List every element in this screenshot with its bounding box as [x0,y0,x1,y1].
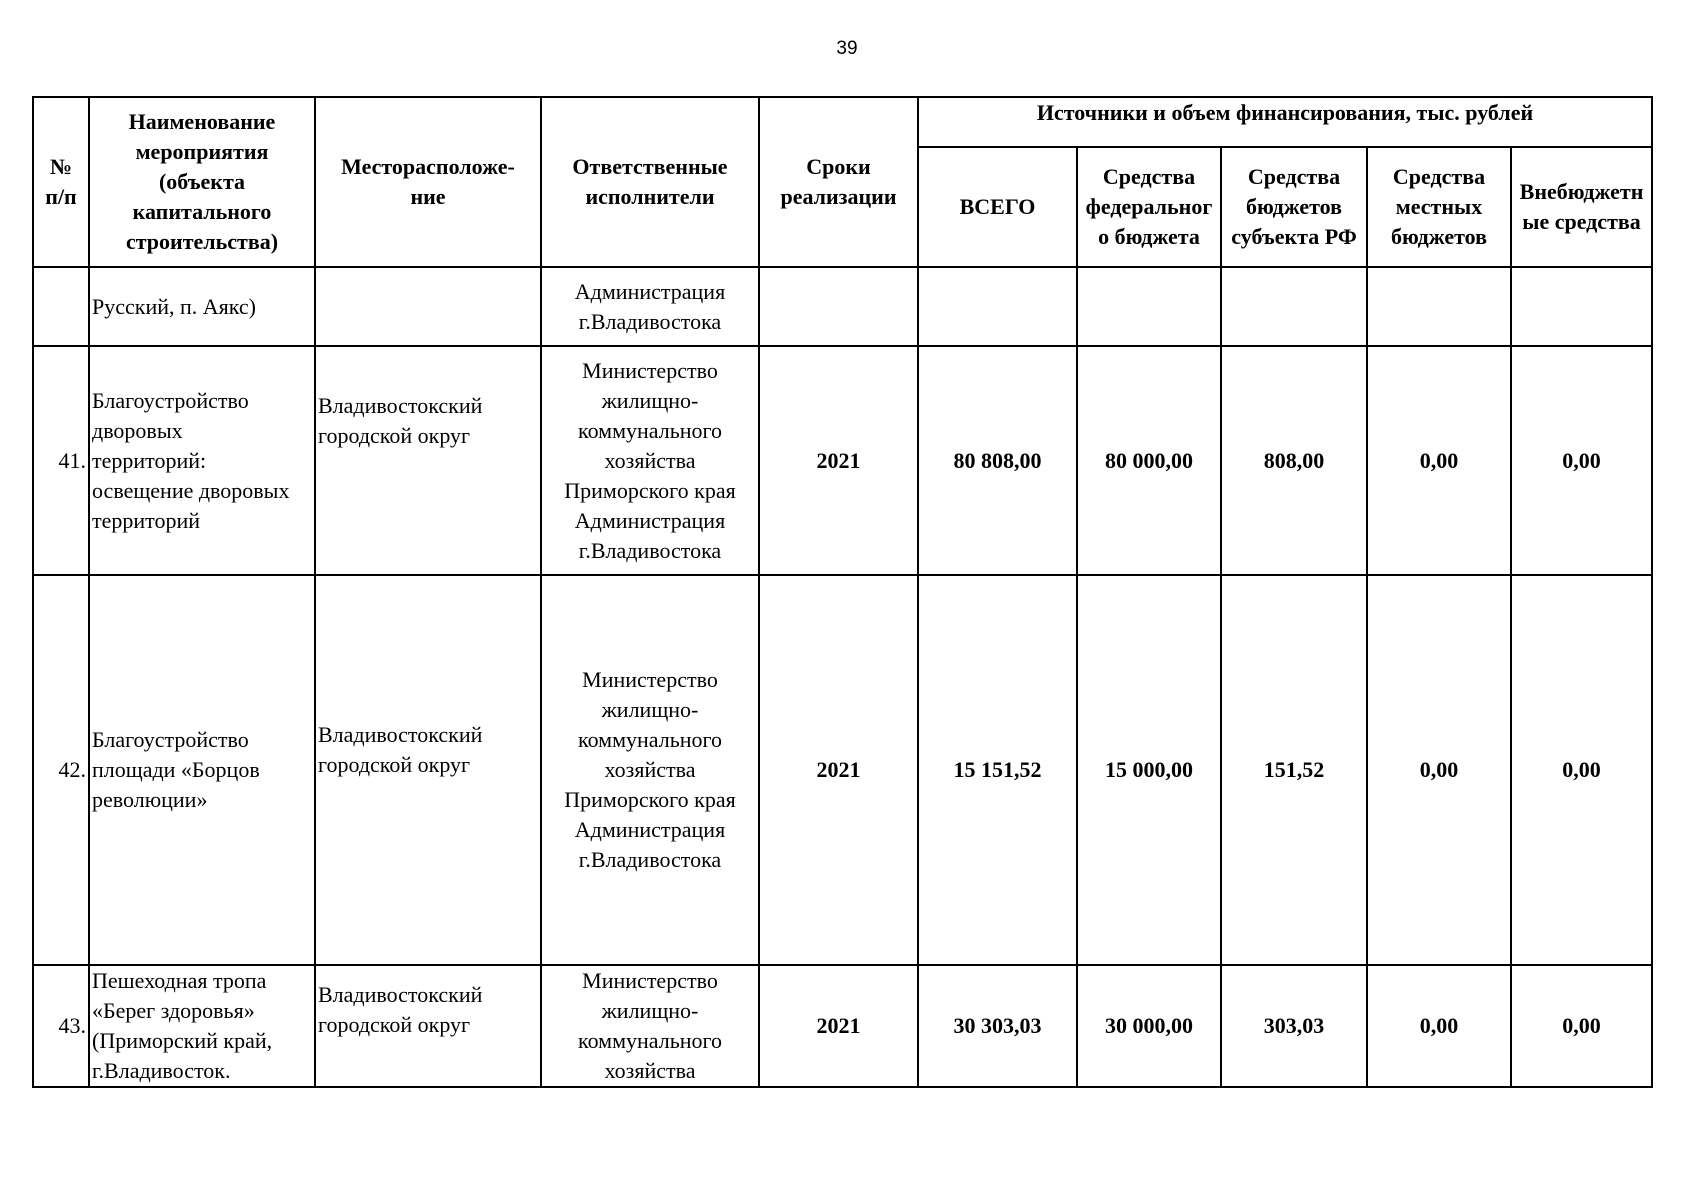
table-row [33,575,1652,965]
row-regional: 303,03 [1221,965,1367,1087]
row-terms: 2021 [759,575,918,965]
row-regional: 808,00 [1221,346,1367,575]
header-row-top [33,97,1652,147]
header-funding-group: Источники и объем финансирования, тыс. рублей [918,97,1652,147]
header-total: ВСЕГО [918,147,1077,267]
header-responsible: Ответственные исполнители [541,97,759,267]
row-responsible: Министерство жилищно- коммунального хозяйства Приморского края Администрация г.Владивостока [541,346,759,575]
row-terms: 2021 [759,346,918,575]
row-extra: 0,00 [1511,575,1652,965]
page-number: 39 [836,38,858,59]
row-name: Пешеходная тропа «Берег здоровья» (Приморский край, г.Владивосток. [89,965,315,1087]
header-terms: Сроки реализации [759,97,918,267]
row-regional: 151,52 [1221,575,1367,965]
row-location: Владивостокский городской округ [315,575,541,965]
row-local: 0,00 [1367,575,1511,965]
header-local: Средства местных бюджетов [1367,147,1511,267]
row-terms: 2021 [759,965,918,1087]
row-location: Владивостокский городской округ [315,346,541,575]
row-total [918,267,1077,346]
row-num [33,267,89,346]
row-regional [1221,267,1367,346]
row-location: Владивостокский городской округ [315,965,541,1087]
row-local: 0,00 [1367,346,1511,575]
row-name: Благоустройство площади «Борцов революции» [89,575,315,965]
header-federal: Средства федеральног о бюджета [1077,147,1221,267]
header-regional: Средства бюджетов субъекта РФ [1221,147,1367,267]
row-responsible: Министерство жилищно- коммунального хозяйства Приморского края Администрация г.Владивостока [541,575,759,965]
row-extra [1511,267,1652,346]
row-name: Благоустройство дворовых территорий: освещение дворовых территорий [89,346,315,575]
row-federal: 15 000,00 [1077,575,1221,965]
row-total: 80 808,00 [918,346,1077,575]
row-num: 41. [33,346,89,575]
header-extra: Внебюджетн ые средства [1511,147,1652,267]
row-federal [1077,267,1221,346]
row-name: Русский, п. Аякс) [89,267,315,346]
header-location: Месторасположе- ние [315,97,541,267]
row-local: 0,00 [1367,965,1511,1087]
row-terms [759,267,918,346]
row-location [315,267,541,346]
funding-table [32,96,1653,1088]
row-total: 30 303,03 [918,965,1077,1087]
row-extra: 0,00 [1511,346,1652,575]
row-federal: 30 000,00 [1077,965,1221,1087]
table-row [33,965,1652,1087]
table-row [33,267,1652,346]
row-local [1367,267,1511,346]
row-total: 15 151,52 [918,575,1077,965]
row-num: 42. [33,575,89,965]
row-responsible: Администрация г.Владивостока [541,267,759,346]
row-responsible: Министерство жилищно- коммунального хозяйства [541,965,759,1087]
header-name: Наименование мероприятия (объекта капитального строительства) [89,97,315,267]
row-extra: 0,00 [1511,965,1652,1087]
table-row [33,346,1652,575]
row-federal: 80 000,00 [1077,346,1221,575]
row-num: 43. [33,965,89,1087]
header-num: № п/п [33,97,89,267]
